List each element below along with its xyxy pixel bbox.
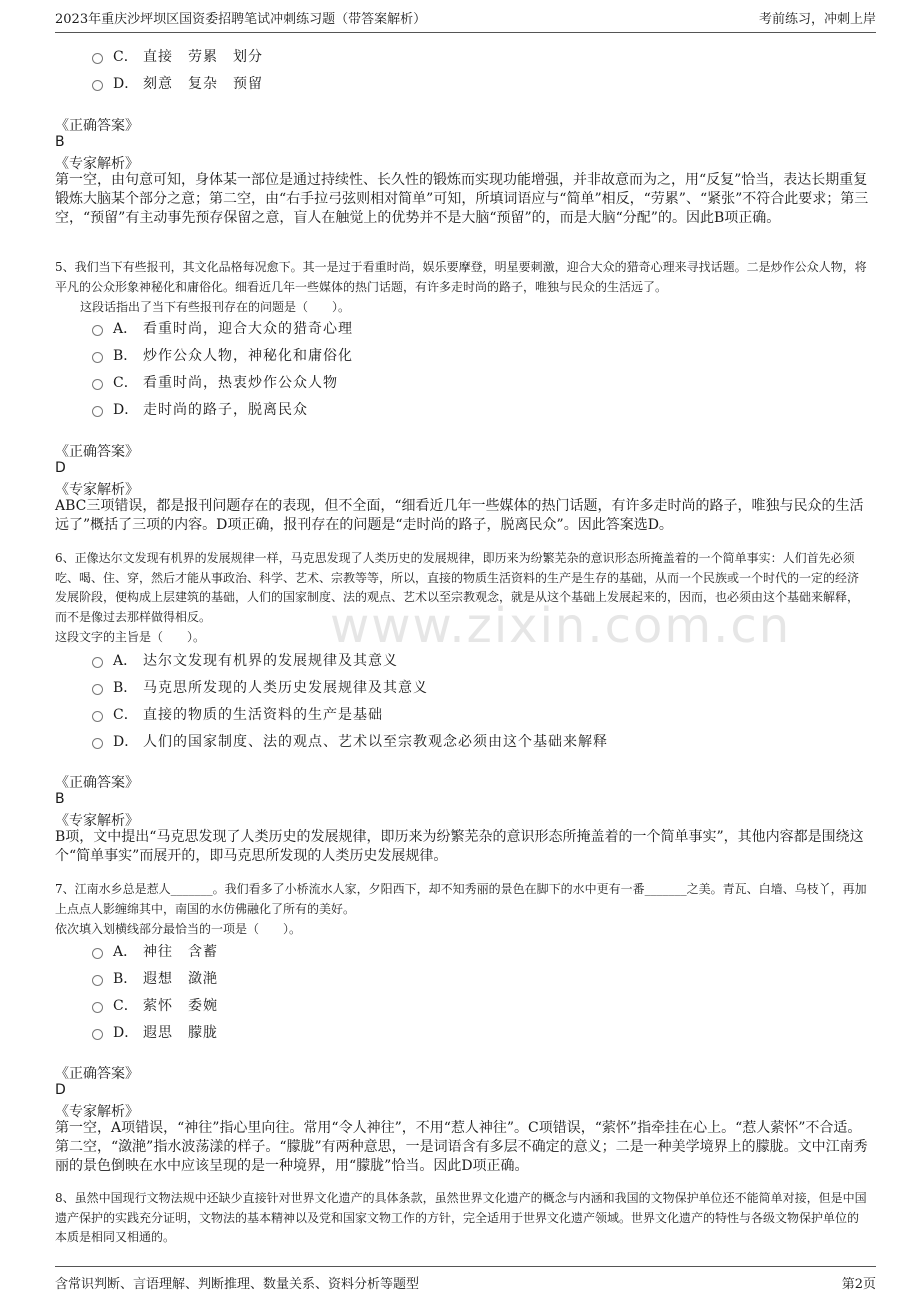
q6-answer: B [55, 791, 65, 807]
q7-option-c[interactable]: C． 萦怀 委婉 [92, 995, 218, 1015]
radio-icon[interactable] [92, 80, 103, 91]
answer-label: 《正确答案》 [55, 1066, 139, 1082]
header-slogan: 考前练习，冲刺上岸 [758, 12, 876, 27]
q5-analysis: ABC三项错误，都是报刊问题存在的表现，但不全面，“细看近几年一些媒体的热门话题，有许多走时尚的路子，唯独与民众的生活远了”概括了三项的内容。D项正确，报刊存在的问题是“走时尚的路子，脱离民众”。因此答案选D。 [55, 498, 864, 533]
radio-icon[interactable] [92, 53, 103, 64]
radio-icon[interactable] [92, 325, 103, 336]
q4-answer: B [55, 134, 65, 150]
radio-icon[interactable] [92, 711, 103, 722]
q4-option-d[interactable]: D． 刻意 复杂 预留 [92, 73, 263, 93]
q5-stem: 5、我们当下有些报刊，其文化品格每况愈下。其一是过于看重时尚，娱乐要摩登，明星要刺激，迎合大众的猎奇心理来寻找话题。二是炒作公众人物，将平凡的公众形象神秘化和庸俗化。细看近几年一些媒体的热门话题，有许多走时尚的路子，唯独与民众的生活远了。 [55, 260, 867, 294]
q4-option-c[interactable]: C． 直接 劳累 划分 [92, 46, 263, 66]
radio-icon[interactable] [92, 657, 103, 668]
page-header [55, 8, 876, 33]
q6-option-a[interactable]: A． 达尔文发现有机界的发展规律及其意义 [92, 650, 398, 670]
answer-label: 《正确答案》 [55, 444, 139, 460]
q7-option-a[interactable]: A． 神往 含蓄 [92, 941, 218, 961]
q6-option-b[interactable]: B． 马克思所发现的人类历史发展规律及其意义 [92, 677, 428, 697]
document-title: 2023年重庆沙坪坝区国资委招聘笔试冲刺练习题（带答案解析） [55, 12, 427, 27]
footer-topics: 含常识判断、言语理解、判断推理、数量关系、资料分析等题型 [55, 1277, 420, 1292]
radio-icon[interactable] [92, 684, 103, 695]
q5-option-a[interactable]: A． 看重时尚，迎合大众的猎奇心理 [92, 318, 353, 338]
q6-option-c[interactable]: C． 直接的物质的生活资料的生产是基础 [92, 704, 383, 724]
radio-icon[interactable] [92, 352, 103, 363]
q5-option-c[interactable]: C． 看重时尚，热衷炒作公众人物 [92, 372, 338, 392]
q6-question: 这段文字的主旨是（ ）。 [55, 630, 206, 644]
radio-icon[interactable] [92, 948, 103, 959]
radio-icon[interactable] [92, 975, 103, 986]
q5-option-d[interactable]: D． 走时尚的路子，脱离民众 [92, 399, 308, 419]
analysis-label: 《专家解析》 [55, 813, 139, 829]
q7-question: 依次填入划横线部分最恰当的一项是（ ）。 [55, 922, 302, 936]
radio-icon[interactable] [92, 1002, 103, 1013]
q7-option-d[interactable]: D． 遐思 朦胧 [92, 1022, 218, 1042]
q6-option-d[interactable]: D． 人们的国家制度、法的观点、艺术以至宗教观念必须由这个基础来解释 [92, 731, 608, 751]
q7-stem: 7、江南水乡总是惹人_______。我们看多了小桥流水人家，夕阳西下，却不知秀丽的景色在脚下的水中更有一番_______之美。青瓦、白墙、乌枝丫，再加上点点人影缠绵其中，南国的水仿佛融化了所有的美好。 [55, 882, 867, 916]
page-number: 第2页 [841, 1277, 876, 1292]
answer-label: 《正确答案》 [55, 118, 139, 134]
q5-question: 这段话指出了当下有些报刊存在的问题是（ ）。 [80, 300, 351, 314]
answer-label: 《正确答案》 [55, 775, 139, 791]
q5-answer: D [55, 460, 66, 476]
radio-icon[interactable] [92, 406, 103, 417]
radio-icon[interactable] [92, 379, 103, 390]
q6-stem: 6、正像达尔文发现有机界的发展规律一样，马克思发现了人类历史的发展规律，即历来为纷繁芜杂的意识形态所掩盖着的一个简单事实：人们首先必须吃、喝、住、穿，然后才能从事政治、科学、艺术、宗教等等，所以，直接的物质生活资料的生产是生存的基础，从而一个民族或一个时代的一定的经济发展阶段，便构成上层建筑的基础，人们的国家制度、法的观点、艺术以至宗教观念，就是从这个基础上发展起来的，因而，也必须由这个基础来解释，而不是像过去那样做得相反。 [55, 551, 860, 624]
q6-analysis: B项，文中提出“马克思发现了人类历史的发展规律，即历来为纷繁芜杂的意识形态所掩盖着的一个简单事实”，其他内容都是围绕这个“简单事实”而展开的，即马克思所发现的人类历史发展规律。 [55, 829, 864, 864]
q4-analysis: 第一空，由句意可知，身体某一部位是通过持续性、长久性的锻炼而实现功能增强，并非故意而为之，用“反复”恰当，表达长期重复锻炼大脑某个部分之意；第二空，由“右手拉弓弦则相对简单”可知，所填词语应与“简单”相反，“劳累”、“紧张”不符合此要求；第三空，“预留”有主动事先预存保留之意，盲人在触觉上的优势并不是大脑“预留”的，而是大脑“分配”的。因此B项正确。 [55, 172, 869, 226]
analysis-label: 《专家解析》 [55, 1104, 139, 1120]
q7-option-b[interactable]: B． 遐想 潋滟 [92, 968, 218, 988]
q7-analysis: 第一空，A项错误，“神往”指心里向往。常用“令人神往”，不用“惹人神往”。C项错误，“萦怀”指牵挂在心上。“惹人萦怀”不合适。第二空，“潋滟”指水波荡漾的样子。“朦胧”有两种意思，一是词语含有多层不确定的意义；二是一种美学境界上的朦胧。文中江南秀丽的景色倒映在水中应该呈现的是一种境界，用“朦胧”恰当。因此D项正确。 [55, 1120, 868, 1174]
q8-stem: 8、虽然中国现行文物法规中还缺少直接针对世界文化遗产的具体条款，虽然世界文化遗产的概念与内涵和我国的文物保护单位还不能简单对接，但是中国遗产保护的实践充分证明，文物法的基本精神以及党和国家文物工作的方针，完全适用于世界文化遗产领域。世界文化遗产的特性与各级文物保护单位的本质是相同又相通的。 [55, 1191, 867, 1244]
radio-icon[interactable] [92, 1029, 103, 1040]
q7-answer: D [55, 1082, 66, 1098]
watermark: www.zixin.com.cn [330, 598, 792, 654]
q5-option-b[interactable]: B． 炒作公众人物，神秘化和庸俗化 [92, 345, 353, 365]
radio-icon[interactable] [92, 738, 103, 749]
analysis-label: 《专家解析》 [55, 156, 139, 172]
analysis-label: 《专家解析》 [55, 482, 139, 498]
page-footer [55, 1266, 876, 1292]
